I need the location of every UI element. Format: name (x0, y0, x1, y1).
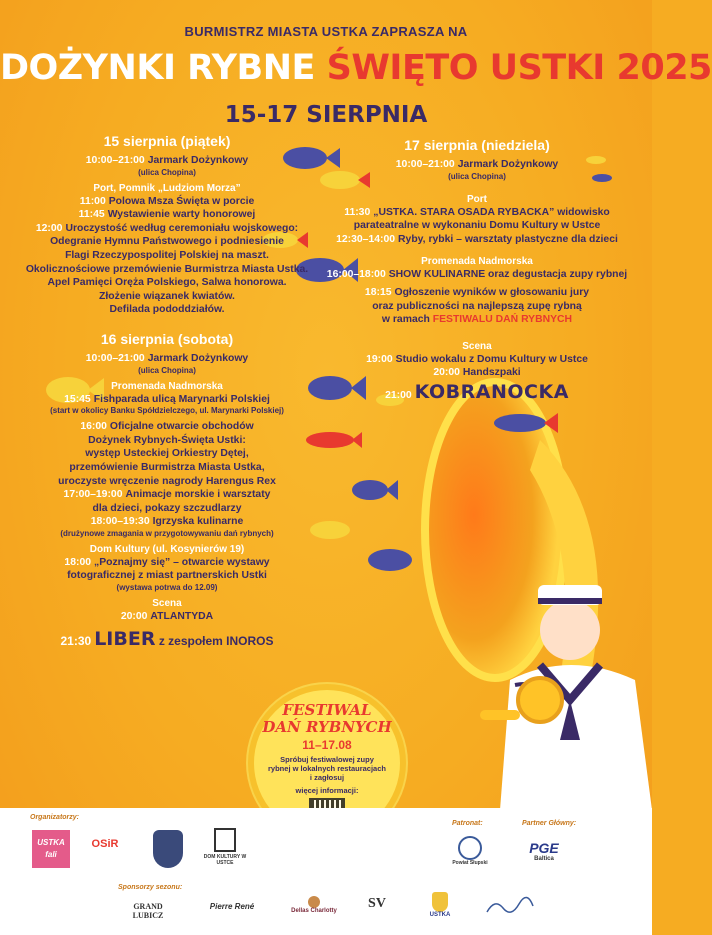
event-line (8, 515, 326, 529)
ustka-crest-icon (432, 892, 448, 912)
anchor-emblem-icon (153, 830, 183, 868)
event-time: 12:30–14:00 (336, 233, 396, 245)
badge-text: Spróbuj festiwalowej zupy rybnej w lokalnych restauracjach i zagłosuj (268, 755, 386, 782)
ustka-crest-text: USTKA (429, 912, 451, 918)
page-title (0, 48, 712, 88)
event-line (8, 154, 326, 168)
event-line: Odegranie Hymnu Państwowego i podniesienie (50, 236, 284, 248)
event-text: „Poznajmy się” – otwarcie wystawy (94, 556, 270, 568)
logo-grand-lubicz: GRAND LUBICZ (132, 902, 164, 920)
event-line: Apel Pamięci Oręża Polskiego, Salwa honorowa. (47, 277, 287, 289)
event-sub: (drużynowe zmagania w przygotowywaniu dań rybnych) (60, 528, 274, 538)
event-line: fotograficznej z miast partnerskich Ustki (67, 570, 267, 582)
event-text: Igrzyska kulinarne (152, 516, 244, 528)
event-line: parateatralne w wykonaniu Domu Kultury w Ustce (353, 220, 601, 232)
event-line: przemówienie Burmistrza Miasta Ustka, (69, 461, 265, 473)
event-line (8, 488, 326, 502)
event-line-headliner (308, 380, 646, 408)
sponsors-label: Sponsorzy sezonu: (118, 884, 183, 891)
event-time: 12:00 (35, 222, 63, 234)
event-sub: (start w okolicy Banku Spółdzielczego, ul. Marynarki Polskiej) (50, 406, 284, 416)
event-text: Fishparada ulicą Marynarki Polskiej (93, 393, 270, 405)
event-text: Ogłoszenie wyników w głosowaniu jury (394, 286, 590, 298)
event-text: ATLANTYDA (150, 611, 214, 623)
event-time: 17:00–19:00 (63, 489, 123, 501)
event-text: Studio wokalu z Domu Kultury w Ustce (395, 353, 588, 365)
headliner-name: KOBRANOCKA (414, 380, 569, 403)
event-text: Jarmark Dożynkowy (147, 155, 249, 166)
event-line: uroczyste wręczenie nagrody Harengus Rex (58, 475, 276, 487)
event-line (8, 195, 326, 209)
event-line: dla dzieci, pokazy szczudlarzy (92, 502, 242, 514)
event-line (308, 233, 646, 247)
headliner-name: LIBER (94, 627, 156, 650)
event-line (308, 158, 646, 172)
event-line (8, 352, 326, 366)
event-time: 21:30 (60, 633, 92, 648)
event-time: 11:30 (344, 206, 371, 218)
location-heading: Port, Pomnik „Ludziom Morza” (93, 182, 241, 194)
location-heading: Scena (462, 340, 492, 352)
logo-pge (514, 840, 574, 862)
badge-more: więcej informacji: (295, 786, 359, 795)
location-heading: Dom Kultury (ul. Kosynierów 19) (89, 543, 245, 555)
logo-anchor-emblem (148, 830, 188, 868)
event-text: „USTKA. STARA OSADA RYBACKA” widowisko (373, 206, 610, 218)
event-line: występ Usteckiej Orkiestry Dętej, (85, 448, 249, 460)
event-line: Dożynek Rybnych-Święta Ustki: (88, 434, 246, 446)
event-line-headliner (8, 628, 326, 652)
event-line (308, 286, 646, 300)
logo-osir (80, 838, 130, 850)
event-line: Defilada pododdziałów. (109, 304, 225, 316)
event-text: Handszpaki (462, 367, 521, 379)
title-part-2: ŚWIĘTO USTKI 2025 (326, 48, 712, 88)
event-line (308, 313, 646, 327)
logo-dellas (282, 896, 346, 914)
logo-sv: SV (368, 896, 386, 911)
event-text: z zespołem INOROS (158, 633, 274, 648)
event-time: 15:45 (64, 393, 91, 405)
event-line (8, 393, 326, 407)
event-time: 16:00–18:00 (326, 269, 386, 281)
event-text: SHOW KULINARNE oraz degustacja zupy rybnej (388, 269, 628, 281)
event-time: 18:15 (364, 286, 392, 298)
event-line (8, 610, 326, 624)
logo-ustka-crest (420, 892, 460, 918)
patronat-label: Patronat: (452, 820, 483, 827)
event-time: 20:00 (433, 367, 460, 379)
event-text: w ramach (381, 314, 430, 326)
organizers-label: Organizatorzy: (30, 814, 80, 821)
signature-icon (485, 896, 535, 916)
event-line (308, 206, 646, 220)
pge-sub: Baltica (534, 856, 554, 862)
logo-powiat (452, 836, 488, 866)
event-sub: (ulica Chopina) (448, 171, 506, 181)
event-text: Jarmark Dożynkowy (147, 352, 249, 364)
event-line: Złożenie wiązanek kwiatów. (99, 290, 235, 302)
pge-text: PGE (529, 840, 559, 856)
event-time: 11:00 (79, 195, 106, 207)
logo-signature (480, 896, 540, 918)
event-time: 10:00–21:00 (395, 159, 455, 170)
badge-dates: 11–17.08 (302, 738, 352, 752)
event-time: 10:00–21:00 (85, 352, 145, 364)
osir-text: OSiR (91, 838, 119, 850)
event-time: 21:00 (385, 389, 412, 401)
fish-group-icon (490, 408, 560, 438)
event-time: 18:00 (64, 556, 91, 568)
dellas-text: Dellas Charlotty (291, 908, 337, 914)
badge-title-2: DAŃ RYBNYCH (262, 718, 392, 736)
logo-ustka-fali (30, 830, 72, 868)
event-time: 19:00 (366, 353, 393, 365)
day-17-heading: 17 sierpnia (niedziela) (404, 137, 550, 153)
event-line (308, 353, 646, 367)
event-text: Wystawienie warty honorowej (107, 209, 256, 221)
badge-title-1: FESTIWAL (282, 701, 372, 719)
powiat-text: Powiat Słupski (452, 860, 488, 866)
event-line (8, 222, 326, 236)
event-text: Jarmark Dożynkowy (457, 159, 559, 170)
event-time: 20:00 (120, 611, 148, 623)
day-15-heading: 15 sierpnia (piątek) (103, 133, 231, 149)
invite-line: BURMISTRZ MIASTA USTKA ZAPRASZA NA (184, 24, 468, 39)
powiat-icon (458, 836, 482, 860)
dom-kultury-text: DOM KULTURY W USTCE (203, 854, 247, 866)
day-16-heading: 16 sierpnia (sobota) (100, 330, 234, 347)
schedule-left (8, 133, 326, 652)
event-time: 16:00 (80, 421, 107, 433)
event-time: 10:00–21:00 (85, 155, 145, 166)
event-text: Animacje morskie i warsztaty (125, 489, 271, 501)
ustka-fali-icon: USTKA fali (32, 830, 70, 868)
event-text: Oficjalne otwarcie obchodów (109, 421, 254, 433)
dellas-icon (308, 896, 320, 908)
event-line (8, 556, 326, 570)
event-text: Uroczystość według ceremoniału wojskowego: (65, 222, 299, 234)
event-text: Ryby, rybki – warsztaty plastyczne dla dzieci (398, 233, 618, 245)
partner-label: Partner Główny: (522, 820, 577, 827)
sponsors-footer (0, 808, 652, 935)
schedule-right (308, 137, 646, 408)
tuba-illustration (420, 380, 652, 810)
location-heading: Port (467, 193, 487, 205)
event-line: oraz publiczności na najlepszą zupę rybną (372, 300, 582, 312)
dom-kultury-icon (214, 828, 236, 852)
location-heading: Scena (152, 598, 182, 610)
festival-highlight: FESTIWALU DAŃ RYBNYCH (432, 314, 573, 326)
logo-dom-kultury (200, 828, 250, 866)
event-line (308, 366, 646, 380)
event-line: Okolicznościowe przemówienie Burmistrza Miasta Ustka. (25, 263, 309, 275)
event-line (308, 268, 646, 282)
event-line: Flagi Rzeczypospolitej Polskiej na maszt. (65, 249, 269, 261)
festival-dates: 15-17 SIERPNIA (224, 102, 428, 128)
location-heading: Promenada Nadmorska (111, 380, 223, 392)
event-text: Polowa Msza Święta w porcie (108, 195, 255, 207)
event-time: 18:00–19:30 (90, 516, 150, 528)
event-sub: (ulica Chopina) (138, 167, 196, 177)
location-heading: Promenada Nadmorska (421, 256, 533, 268)
event-sub: (ulica Chopina) (138, 365, 196, 375)
event-time: 11:45 (78, 209, 105, 221)
event-line (8, 208, 326, 222)
event-line (8, 420, 326, 434)
title-part-1: DOŻYNKI RYBNE (0, 48, 315, 88)
event-sub: (wystawa potrwa do 12.09) (116, 583, 218, 593)
logo-pierre-rene: Pierre René (209, 902, 255, 911)
